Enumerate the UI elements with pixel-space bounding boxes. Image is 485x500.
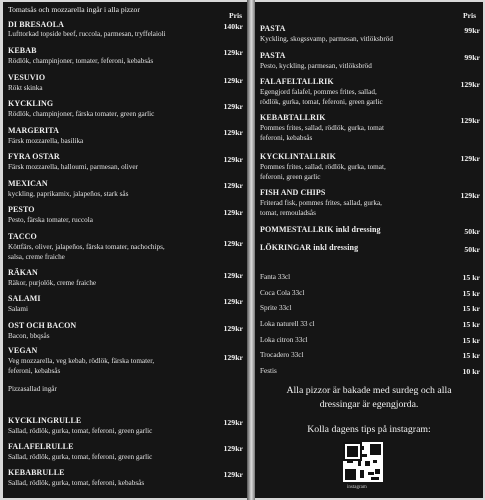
menu-item-price: 129kr — [223, 239, 243, 248]
menu-item-price: 129kr — [223, 324, 243, 333]
drink-price: 15 kr — [462, 336, 480, 345]
drink-price: 15 kr — [462, 273, 480, 282]
menu-item-desc: Färsk mozzarella, halloumi, parmesan, oliver — [8, 163, 138, 171]
menu-item-desc: Friterad fisk, pommes frites, sallad, gurka, — [260, 199, 382, 207]
menu-item-desc: Kyckling, skogssvamp, parmesan, vitlöksbröd — [260, 35, 393, 43]
drink-name: Trocadero 33cl — [260, 351, 304, 359]
menu-item-name: PESTO — [8, 205, 35, 214]
instagram-qr-code[interactable] — [343, 442, 383, 482]
drink-price: 10 kr — [462, 367, 480, 376]
menu-item-price: 99kr — [464, 53, 480, 62]
menu-item-name: TACCO — [8, 232, 37, 241]
menu-item-desc: Veg mozzarella, veg kebab, rödlök, färska tomater, — [8, 357, 155, 365]
qr-caption: instagram — [347, 485, 367, 490]
menu-item-desc: Bacon, bbqsås — [8, 332, 50, 340]
menu-item-desc: Pommes frites, sallad, rödlök, gurka, tomat, — [260, 163, 386, 171]
left-menu-panel — [3, 2, 247, 498]
menu-item-name: DI BRESAOLA — [8, 20, 65, 29]
menu-item-desc: Färsk mozzarella, basilika — [8, 137, 84, 145]
menu-item-price: 129kr — [223, 155, 243, 164]
drink-name: Loka naturell 33 cl — [260, 320, 315, 328]
roll-item-price: 129kr — [223, 418, 243, 427]
menu-item-name: MARGERITA — [8, 126, 59, 135]
menu-item-name: POMMESTALLRIK inkl dressing — [260, 225, 381, 234]
roll-item-name: FALAFELRULLE — [8, 442, 74, 451]
menu-item-name: VEGAN — [8, 346, 38, 355]
menu-item-price: 129kr — [460, 191, 480, 200]
roll-item-price: 129kr — [223, 444, 243, 453]
menu-item-desc: Egengjord falafel, pommes frites, sallad, — [260, 88, 377, 96]
price-column-header: Pris — [229, 11, 243, 20]
menu-item-name: KYCKLINTALLRIK — [260, 152, 336, 161]
menu-item-price: 129kr — [460, 154, 480, 163]
drink-name: Coca Cola 33cl — [260, 289, 305, 297]
menu-item-desc: rödlök, gurka, tomat, feferoni, green garlic — [260, 98, 383, 106]
menu-item-desc: Pesto, kyckling, parmesan, vitlöksbröd — [260, 62, 372, 70]
menu-item-name: KYCKLING — [8, 99, 54, 108]
menu-item-price: 99kr — [464, 26, 480, 35]
menu-item-price: 50kr — [464, 227, 480, 236]
menu-item-name: FALAFELTALLRIK — [260, 77, 334, 86]
menu-item-desc: feferoni, green garlic — [260, 173, 321, 181]
menu-item-price: 129kr — [223, 271, 243, 280]
right-menu-panel — [255, 2, 483, 498]
roll-item-price: 129kr — [223, 470, 243, 479]
menu-item-desc: Lufttorkad topside beef, ruccola, parmesan, tryffelaioli — [8, 30, 166, 38]
menu-item-desc: Räkor, purjolök, creme fraiche — [8, 279, 97, 287]
roll-item-desc: Sallad, rödlök, gurka, tomat, feferoni, green garlic — [8, 453, 153, 461]
menu-item-name: FISH AND CHIPS — [260, 188, 326, 197]
drink-name: Sprite 33cl — [260, 304, 292, 312]
menu-item-price: 129kr — [223, 208, 243, 217]
menu-item-price: 129kr — [460, 80, 480, 89]
drink-price: 15 kr — [462, 320, 480, 329]
menu-item-price: 140kr — [223, 22, 243, 31]
menu-item-name: FYRA OSTAR — [8, 152, 60, 161]
pizza-note-header: Tomatsås och mozzarella ingår i alla pizzor — [8, 5, 140, 14]
page-fold — [247, 0, 255, 500]
menu-item-desc: Pommes frites, sallad, rödlök, gurka, tomat — [260, 124, 384, 132]
menu-item-price: 129kr — [223, 297, 243, 306]
sourdough-message-2: dressingar är egengjorda. — [319, 399, 419, 410]
menu-item-name: PASTA — [260, 51, 286, 60]
menu-item-price: 129kr — [460, 116, 480, 125]
menu-item-desc: Pesto, färska tomater, ruccola — [8, 216, 93, 224]
drink-price: 15 kr — [462, 351, 480, 360]
price-column-header: Pris — [463, 11, 477, 20]
roll-item-name: KYCKLINGRULLE — [8, 416, 82, 425]
menu-item-desc: salsa, creme fraiche — [8, 253, 65, 261]
instagram-tip: Kolla dagens tips på instagram: — [307, 424, 431, 435]
menu-item-price: 129kr — [223, 181, 243, 190]
sourdough-message: Alla pizzor är bakade med surdeg och alla — [286, 385, 452, 396]
menu-item-desc: Köttfärs, oliver, jalapeños, färska tomater, nachochips, — [8, 243, 165, 251]
menu-item-name: LÖKRINGAR inkl dressing — [260, 243, 359, 252]
menu-item-price: 129kr — [223, 48, 243, 57]
menu-item-desc: Salami — [8, 305, 28, 313]
drink-price: 15 kr — [462, 289, 480, 298]
roll-item-name: KEBABRULLE — [8, 468, 65, 477]
menu-item-desc: feferoni, kebabsås — [260, 134, 313, 142]
menu-item-name: KEBAB — [8, 46, 37, 55]
roll-item-desc: Sallad, rödlök, gurka, tomat, feferoni, kebabsås — [8, 479, 145, 487]
menu-item-name: VESUVIO — [8, 73, 46, 82]
menu-item-name: RÄKAN — [8, 268, 38, 277]
menu-item-name: KEBABTALLRIK — [260, 113, 326, 122]
menu-item-desc: Rökt skinka — [8, 84, 43, 92]
drink-name: Loka citron 33cl — [260, 336, 308, 344]
menu-item-name: MEXICAN — [8, 179, 48, 188]
menu-item-desc: Rödlök, champinjoner, tomater, feferoni, kebabsås — [8, 57, 154, 65]
menu-item-price: 50kr — [464, 245, 480, 254]
menu-item-price: 129kr — [223, 102, 243, 111]
drink-price: 15 kr — [462, 304, 480, 313]
drink-name: Festis — [260, 367, 277, 375]
menu-item-desc: kyckling, paprikamix, jalapeños, stark sås — [8, 190, 129, 198]
menu-item-name: PASTA — [260, 24, 286, 33]
menu-item-desc: feferoni, kebabsås — [8, 367, 61, 375]
menu-item-desc: tomat, remouladsås — [260, 209, 316, 217]
menu-item-name: OST OCH BACON — [8, 321, 77, 330]
drink-name: Fanta 33cl — [260, 273, 291, 281]
menu-item-price: 129kr — [223, 353, 243, 362]
menu-item-name: SALAMI — [8, 294, 41, 303]
menu-item-price: 129kr — [223, 76, 243, 85]
pizza-salad-note: Pizzasallad ingår — [8, 385, 57, 393]
roll-item-desc: Sallad, rödlök, gurka, tomat, feferoni, green garlic — [8, 427, 153, 435]
menu-item-desc: Rödlök, champinjoner, färska tomater, green garlic — [8, 110, 155, 118]
menu-item-price: 129kr — [223, 128, 243, 137]
